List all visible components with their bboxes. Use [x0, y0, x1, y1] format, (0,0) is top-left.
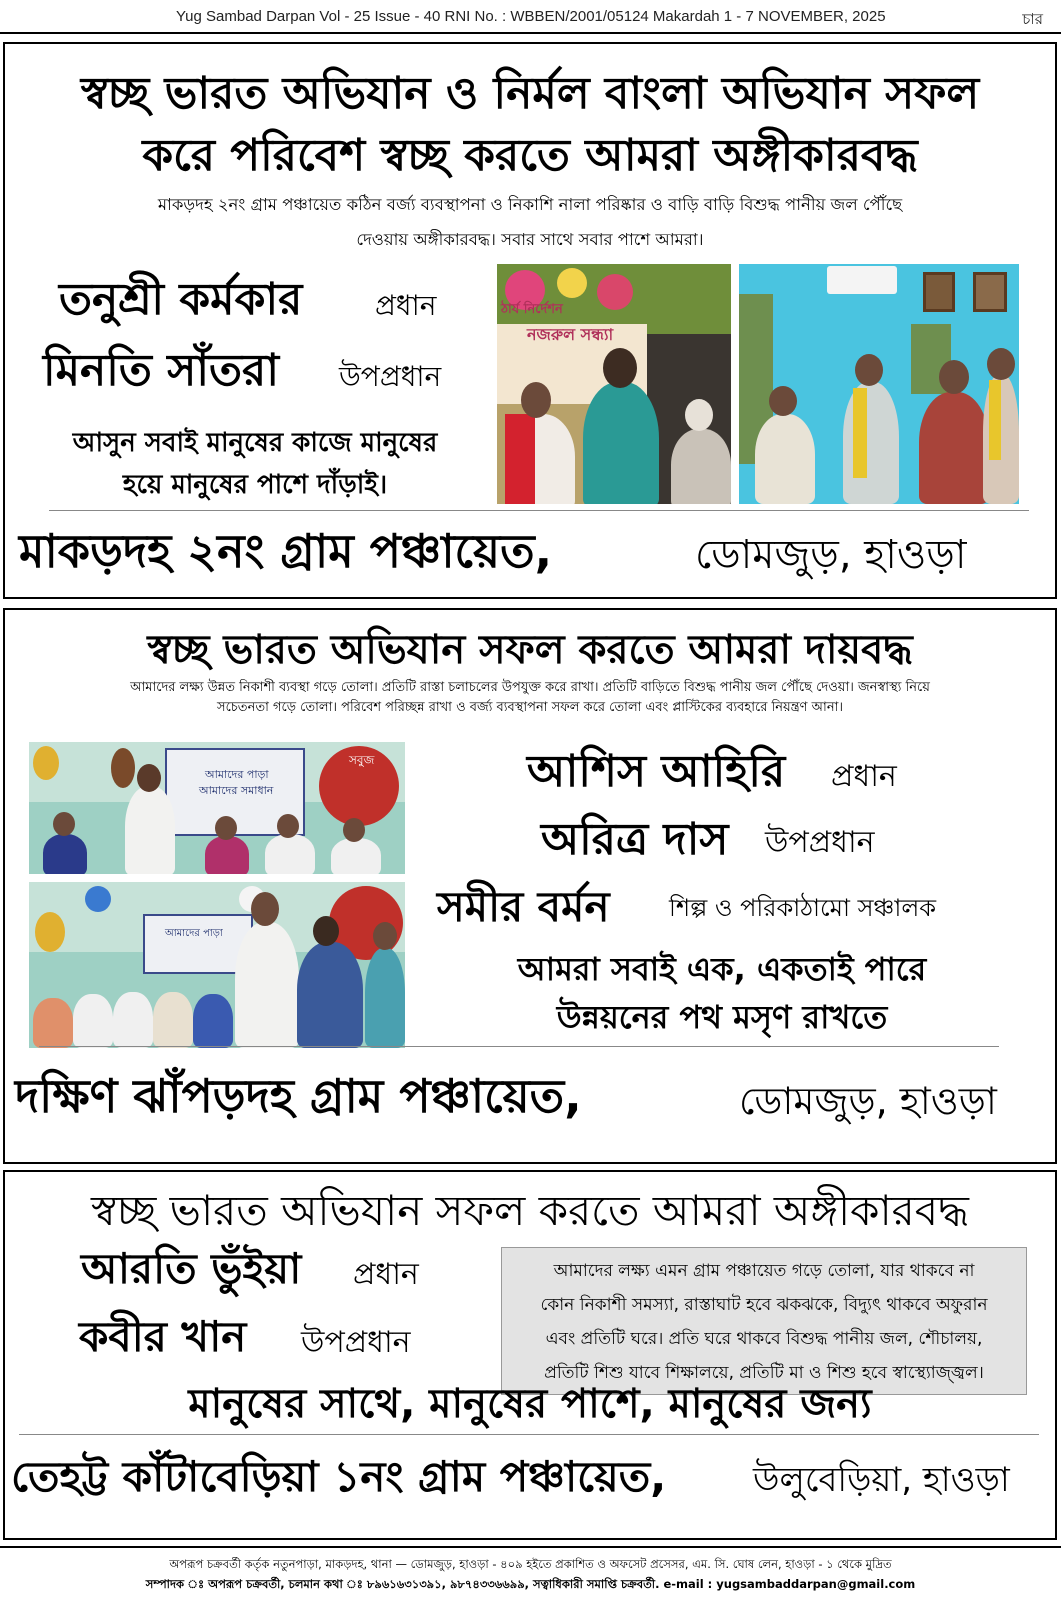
ad2-official-3-role: শিল্প ও পরিকাঠামো সঞ্চালক	[669, 894, 937, 922]
ad2-motto-line1: আমরা সবাই এক, একতাই পারে	[517, 950, 927, 988]
ad3-official-2-name: কবীর খান	[79, 1312, 247, 1361]
ad1-appeal-line2: হয়ে মানুষের পাশে দাঁড়াই।	[122, 470, 388, 500]
photo3-wall-text: সবুজ	[349, 753, 375, 767]
ad2-description-line1: আমাদের লক্ষ্য উন্নত নিকাশী ব্যবস্থা গড়ে তোলা। প্রতিটি রাস্তা চলাচলের উপযুক্ত করে রাখা। প্রতিটি বাড়িতে বিশুদ্ধ পানীয় জল পৌঁছে দেওয়া। জনস্বাস্থ্য নিয়ে	[130, 680, 930, 695]
ad1-location: ডোমজুড়, হাওড়া	[695, 532, 967, 578]
ad2-headline: স্বচ্ছ ভারত অভিযান সফল করতে আমরা দায়বদ্ধ	[147, 627, 913, 673]
ad1-official-1-role: প্রধান	[375, 289, 437, 322]
masthead	[0, 0, 1061, 34]
photo-felicitation-meeting	[29, 882, 405, 1048]
ad1-description-line1: মাকড়দহ ২নং গ্রাম পঞ্চায়েত কঠিন বর্জ্য ব্যবস্থাপনা ও নিকাশি নালা পরিষ্কার ও বাড়ি বাড়ি বিশুদ্ধ পানীয় জল পৌঁছে	[157, 195, 903, 214]
masthead-info: Yug Sambad Darpan Vol - 25 Issue - 40 RNI No. : WBBEN/2001/05124 Makardah 1 - 7 NOVEMBER, 2025	[176, 8, 886, 25]
ad1-official-1-name: তনুশ্রী কর্মকার	[59, 274, 303, 325]
ad3-goal-line-2: কোন নিকাশী সমস্যা, রাস্তাঘাট হবে ঝকঝকে, বিদ্যুৎ থাকবে অফুরান	[540, 1295, 988, 1315]
photo3-banner-text-1: আমাদের পাড়া	[205, 768, 269, 781]
ad1-panchayat-name: মাকড়দহ ২নং গ্রাম পঞ্চায়েত,	[19, 524, 553, 578]
ad3-divider	[19, 1434, 1039, 1435]
ad1-headline-line1: স্বচ্ছ ভারত অভিযান ও নির্মল বাংলা অভিযান সফল	[80, 68, 980, 119]
photo4-banner-text: আমাদের পাড়া	[165, 928, 223, 939]
ad3-goal-line-4: প্রতিটি শিশু যাবে শিক্ষালয়ে, প্রতিটি মা ও শিশু হবে স্বাস্থ্যোজ্জ্বল।	[544, 1363, 984, 1383]
ad2-official-1-name: আশিস আহিরি	[527, 746, 786, 797]
advertisement-makardah	[3, 42, 1057, 599]
ad3-slogan: মানুষের সাথে, মানুষের পাশে, মানুষের জন্য	[188, 1381, 872, 1427]
ad1-divider	[49, 510, 1029, 511]
imprint-footer	[0, 1546, 1061, 1600]
ad1-appeal-line1: আসুন সবাই মানুষের কাজে মানুষের	[72, 428, 438, 458]
ad1-description-line2: দেওয়ায় অঙ্গীকারবদ্ধ। সবার সাথে সবার পাশে আমরা।	[356, 230, 704, 249]
ad2-location: ডোমজুড়, হাওড়া	[739, 1079, 997, 1123]
imprint-line-2: সম্পাদক ঃ অপরূপ চক্রবর্তী, চলমান কথা ঃ ৮৯৬১৬৩১৩৯১, ৯৮৭৪৩৩৬৬৯৯, সত্বাধিকারী সমাপ্তি চক্রবর্তী. e-mail : yugsambaddarpan@gmail.com	[145, 1577, 916, 1591]
ad2-divider	[39, 1046, 999, 1047]
ad1-headline-line2: করে পরিবেশ স্বচ্ছ করতে আমরা অঙ্গীকারবদ্ধ	[142, 130, 918, 181]
ad3-goal-line-3: এবং প্রতিটি ঘরে। প্রতি ঘরে থাকবে বিশুদ্ধ পানীয় জল, শৌচালয়,	[545, 1329, 983, 1349]
ad2-panchayat-name: দক্ষিণ ঝাঁপড়দহ গ্রাম পঞ্চায়েত,	[15, 1069, 582, 1123]
ad3-panchayat-name: তেহট্ট কাঁটাবেড়িয়া ১নং গ্রাম পঞ্চায়েত,	[11, 1452, 667, 1501]
ad3-location: উলুবেড়িয়া, হাওড়া	[753, 1460, 1010, 1500]
photo-community-meeting	[29, 742, 405, 874]
ad3-headline: স্বচ্ছ ভারত অভিযান সফল করতে আমরা অঙ্গীকারবদ্ধ	[91, 1186, 969, 1235]
ad1-official-2-role: উপপ্রধান	[339, 360, 442, 393]
ad2-official-1-role: প্রধান	[831, 759, 897, 794]
imprint-line-1: অপরূপ চক্রবর্তী কর্তৃক নতুনপাড়া, মাকড়দহ, থানা — ডোমজুড়, হাওড়া - ৪০৯ হইতে প্রকাশিত ও অফসেট প্রসেসর, এম. সি. ঘোষ লেন, হাওড়া - ১ থেকে মুদ্রিত	[169, 1557, 892, 1571]
photo1-banner-text-1: ঠার্য নির্দেশন	[501, 302, 563, 317]
ad2-official-3-name: সমীর বর্মন	[437, 882, 610, 931]
photo-felicitation	[739, 264, 1019, 504]
ad3-official-2-role: উপপ্রধান	[301, 1325, 411, 1360]
photo1-banner-text-2: নজরুল সন্ধ্যা	[527, 325, 614, 344]
ad1-official-2-name: মিনতি সাঁতরা	[43, 345, 280, 396]
ad2-official-2-name: অরিত্র দাস	[541, 814, 729, 865]
ad3-goal-line-1: আমাদের লক্ষ্য এমন গ্রাম পঞ্চায়েত গড়ে তোলা, যার থাকবে না	[553, 1261, 975, 1281]
ad3-official-1-name: আরতি ভুঁইয়া	[81, 1244, 302, 1293]
ad2-motto-line2: উন্নয়নের পথ মসৃণ রাখতে	[556, 998, 888, 1036]
advertisement-dakshin-jhapardah	[3, 608, 1057, 1164]
photo-award-ceremony	[497, 264, 731, 504]
ad3-official-1-role: প্রধান	[353, 1257, 419, 1292]
ad2-official-2-role: উপপ্রধান	[765, 825, 875, 860]
ad2-description-line2: সচেতনতা গড়ে তোলা। পরিবেশ পরিচ্ছন্ন রাখা ও বর্জ্য ব্যবস্থাপনা সফল করে তোলা এবং প্লাস্টিকের ব্যবহারে নিয়ন্ত্রণ আনা।	[216, 700, 843, 715]
page-number: চার	[1022, 11, 1043, 28]
photo3-banner-text-2: আমাদের সমাধান	[199, 784, 274, 797]
advertisement-tehatta-katabedia	[3, 1170, 1057, 1540]
